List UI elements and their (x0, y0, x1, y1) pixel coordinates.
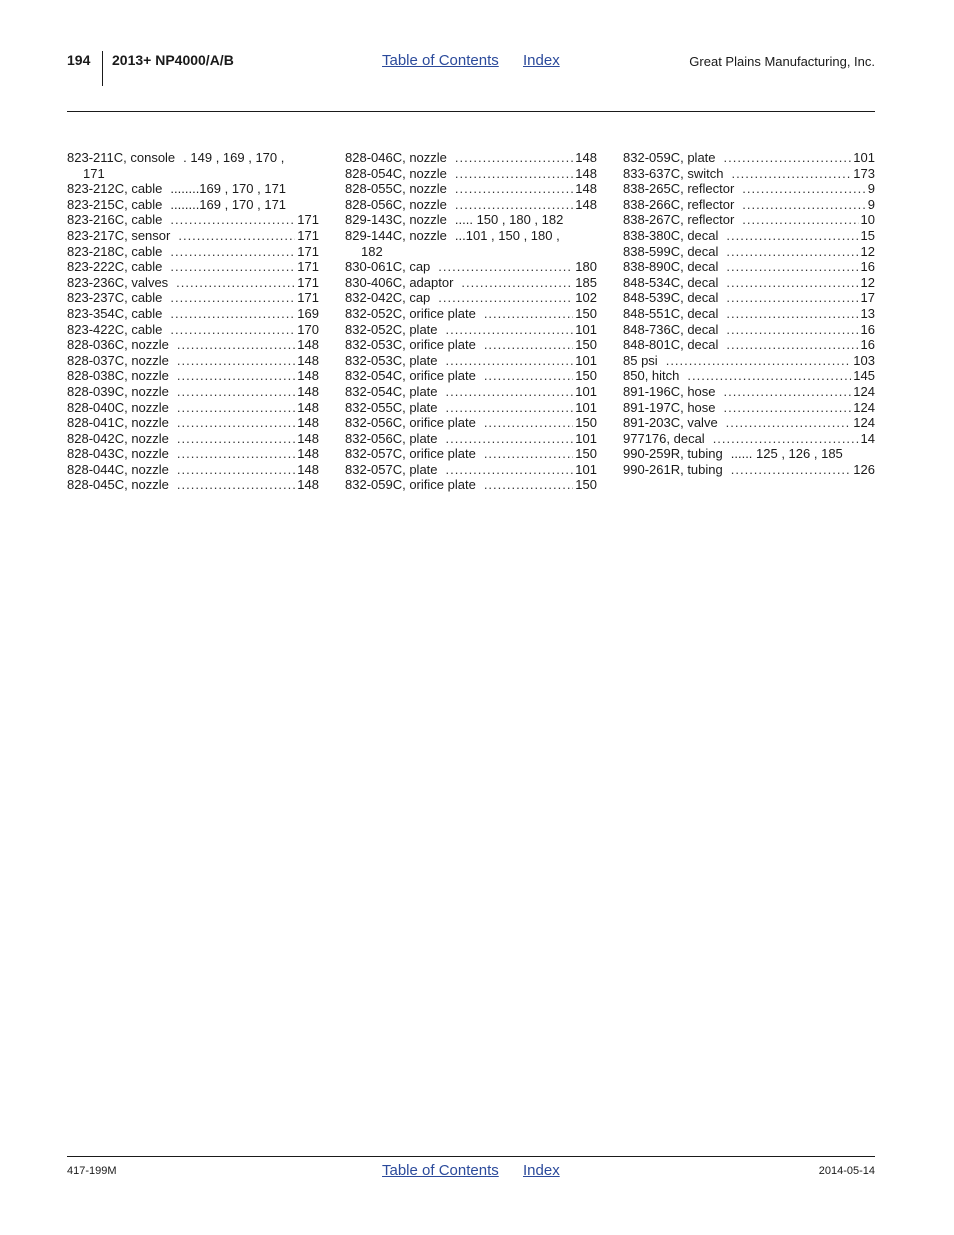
entry-pages[interactable]: 148 (297, 415, 319, 431)
index-link[interactable]: Index (523, 52, 560, 69)
entry-pages[interactable]: 101 (575, 399, 597, 415)
entry-label: 828-037C, nozzle (67, 352, 169, 368)
entry-pages[interactable]: 150 (575, 337, 597, 353)
entry-pages[interactable]: 171 (297, 243, 319, 259)
dot-leader (726, 228, 858, 244)
entry-pages[interactable]: 150 (575, 305, 597, 321)
index-entry[interactable] (623, 197, 875, 213)
index-entry[interactable] (67, 322, 319, 338)
entry-pages[interactable]: 169 (297, 305, 319, 321)
entry-pages[interactable]: 12 (860, 274, 875, 290)
dot-leader (446, 431, 574, 447)
index-entry[interactable] (67, 150, 319, 166)
entry-label: 832-053C, plate (345, 352, 438, 368)
index-entry[interactable] (623, 400, 875, 416)
index-entry[interactable] (67, 244, 319, 260)
dot-leader (731, 166, 851, 182)
index-entry[interactable] (623, 181, 875, 197)
entry-pages[interactable]: ........169 , 170 , 171 (170, 181, 287, 197)
index-entry[interactable] (67, 477, 319, 493)
entry-label: 838-267C, reflector (623, 212, 735, 228)
dot-leader (446, 384, 574, 400)
entry-label: 828-045C, nozzle (67, 477, 169, 493)
index-entry[interactable] (345, 384, 597, 400)
entry-pages[interactable]: 101 (575, 430, 597, 446)
index-entry[interactable] (345, 228, 597, 244)
dot-leader (742, 212, 858, 228)
dot-leader (726, 259, 858, 275)
index-entry[interactable] (345, 181, 597, 197)
entry-label: 828-039C, nozzle (67, 383, 169, 399)
entry-pages[interactable]: 150 (575, 477, 597, 493)
entry-pages[interactable]: 16 (860, 321, 875, 337)
entry-pages[interactable]: 148 (297, 352, 319, 368)
index-entry[interactable] (345, 368, 597, 384)
index-entry[interactable] (67, 275, 319, 291)
entry-label: 823-216C, cable (67, 212, 163, 228)
entry-pages[interactable]: 9 (867, 181, 875, 197)
dot-leader (726, 322, 858, 338)
dot-leader (446, 462, 574, 478)
entry-pages[interactable]: 101 (575, 352, 597, 368)
entry-label: 891-203C, valve (623, 415, 718, 431)
index-entry[interactable] (345, 431, 597, 447)
index-entry[interactable] (67, 353, 319, 369)
index-entry[interactable] (345, 197, 597, 213)
entry-label: 830-061C, cap (345, 259, 431, 275)
company-name: Great Plains Manufacturing, Inc. (689, 54, 875, 69)
entry-pages[interactable]: 150 (575, 415, 597, 431)
page-number: 194 (67, 52, 91, 68)
dot-leader (170, 322, 295, 338)
index-entry[interactable] (345, 306, 597, 322)
entry-pages[interactable]: 16 (860, 259, 875, 275)
entry-label: 838-599C, decal (623, 243, 719, 259)
entry-label: 832-057C, orifice plate (345, 446, 476, 462)
entry-label: 838-266C, reflector (623, 196, 735, 212)
dot-leader (731, 462, 852, 478)
entry-pages[interactable]: 148 (297, 368, 319, 384)
index-entry[interactable] (623, 228, 875, 244)
entry-label: 832-055C, plate (345, 399, 438, 415)
entry-label: 832-056C, plate (345, 430, 438, 446)
dot-leader (446, 353, 574, 369)
dot-leader (178, 228, 295, 244)
entry-pages[interactable]: 124 (853, 383, 875, 399)
index-entry[interactable] (623, 446, 875, 462)
entry-label: 823-215C, cable (67, 196, 163, 212)
entry-pages[interactable]: 171 (297, 259, 319, 275)
entry-pages[interactable]: 185 (575, 274, 597, 290)
entry-pages[interactable]: 148 (297, 477, 319, 493)
entry-label: 823-212C, cable (67, 181, 163, 197)
document-title: 2013+ NP4000/A/B (112, 52, 234, 68)
dot-leader (177, 337, 295, 353)
dot-leader (170, 306, 295, 322)
dot-leader (177, 431, 295, 447)
entry-label: 848-534C, decal (623, 274, 719, 290)
entry-pages[interactable]: ........169 , 170 , 171 (170, 196, 287, 212)
index-entry[interactable] (623, 212, 875, 228)
dot-leader (726, 415, 852, 431)
index-entry[interactable] (345, 337, 597, 353)
dot-leader (484, 306, 573, 322)
index-entry[interactable] (623, 322, 875, 338)
index-entry[interactable] (345, 446, 597, 462)
entry-pages[interactable]: 148 (297, 383, 319, 399)
entry-label: 830-406C, adaptor (345, 274, 454, 290)
entry-label: 829-143C, nozzle (345, 212, 447, 228)
dot-leader (726, 275, 858, 291)
entry-label: 823-222C, cable (67, 259, 163, 275)
entry-label: 832-056C, orifice plate (345, 415, 476, 431)
entry-pages[interactable]: 171 (297, 274, 319, 290)
entry-label: 848-801C, decal (623, 337, 719, 353)
entry-label: 832-053C, orifice plate (345, 337, 476, 353)
dot-leader (446, 400, 574, 416)
entry-label: 823-236C, valves (67, 274, 169, 290)
entry-pages[interactable]: 148 (575, 150, 597, 165)
index-entry[interactable] (345, 150, 597, 166)
dot-leader (484, 415, 573, 431)
entry-label: 838-380C, decal (623, 227, 719, 243)
index-entry[interactable] (345, 166, 597, 182)
entry-pages[interactable]: 171 (297, 227, 319, 243)
dot-leader (177, 353, 295, 369)
dot-leader (666, 353, 852, 369)
dot-leader (726, 306, 858, 322)
entry-pages[interactable]: 148 (297, 399, 319, 415)
entry-label: 828-054C, nozzle (345, 165, 447, 181)
entry-label: 823-218C, cable (67, 243, 163, 259)
index-entry[interactable] (345, 400, 597, 416)
entry-label: 891-196C, hose (623, 383, 716, 399)
dot-leader (177, 446, 295, 462)
index-entry[interactable] (623, 384, 875, 400)
entry-label: 823-354C, cable (67, 305, 163, 321)
entry-pages[interactable]: 145 (853, 368, 875, 384)
entry-label: 828-040C, nozzle (67, 399, 169, 415)
dot-leader (455, 166, 573, 182)
index-entry[interactable] (623, 259, 875, 275)
entry-pages[interactable]: ...... 125 , 126 , 185 (730, 446, 843, 462)
entry-pages[interactable]: 180 (575, 259, 597, 275)
dot-leader (177, 384, 295, 400)
index-entry[interactable] (345, 290, 597, 306)
entry-label: 891-197C, hose (623, 399, 716, 415)
index-entry[interactable] (623, 353, 875, 369)
dot-leader (438, 290, 573, 306)
entry-pages[interactable]: 126 (853, 461, 875, 477)
dot-leader (170, 212, 295, 228)
entry-pages[interactable]: 148 (575, 196, 597, 212)
index-entry[interactable] (345, 259, 597, 275)
index-entry[interactable] (67, 197, 319, 213)
dot-leader (177, 400, 295, 416)
index-entry[interactable] (67, 228, 319, 244)
entry-label: 823-237C, cable (67, 290, 163, 306)
entry-label: 828-042C, nozzle (67, 430, 169, 446)
entry-label: 990-261R, tubing (623, 461, 723, 477)
entry-pages[interactable]: . 149 , 169 , 170 , (183, 150, 285, 165)
index-entry[interactable] (623, 462, 875, 478)
entry-label: 833-637C, switch (623, 165, 724, 181)
entry-label: 828-041C, nozzle (67, 415, 169, 431)
footer-index-link[interactable]: Index (523, 1162, 560, 1179)
entry-pages[interactable]: 101 (575, 461, 597, 477)
entry-label: 832-042C, cap (345, 290, 431, 306)
entry-pages[interactable]: 148 (297, 337, 319, 353)
index-column-2 (345, 150, 597, 493)
index-entry[interactable] (67, 337, 319, 353)
entry-label: 828-036C, nozzle (67, 337, 169, 353)
dot-leader (484, 368, 573, 384)
entry-pages[interactable]: 148 (297, 430, 319, 446)
index-entry[interactable] (67, 368, 319, 384)
entry-pages[interactable]: ..... 150 , 180 , 182 (454, 212, 564, 228)
entry-label: 838-265C, reflector (623, 181, 735, 197)
dot-leader (170, 259, 295, 275)
dot-leader (170, 290, 295, 306)
dot-leader (446, 322, 574, 338)
index-entry[interactable] (623, 150, 875, 166)
dot-leader (177, 477, 295, 493)
entry-pages[interactable]: ...101 , 150 , 180 , (454, 227, 560, 243)
dot-leader (726, 244, 858, 260)
dot-leader (724, 400, 852, 416)
index-entry[interactable] (623, 290, 875, 306)
dot-leader (713, 431, 859, 447)
dot-leader (484, 446, 573, 462)
entry-pages[interactable]: 124 (853, 399, 875, 415)
entry-label: 832-057C, plate (345, 461, 438, 477)
entry-label: 828-043C, nozzle (67, 446, 169, 462)
entry-label: 828-055C, nozzle (345, 181, 447, 197)
publication-date: 2014-05-14 (818, 1165, 875, 1177)
index-entry[interactable] (67, 306, 319, 322)
entry-pages[interactable]: 12 (860, 243, 875, 259)
entry-label: 829-144C, nozzle (345, 227, 447, 243)
dot-leader (687, 368, 851, 384)
dot-leader (484, 477, 573, 493)
index-entry[interactable] (345, 477, 597, 493)
index-entry[interactable] (623, 368, 875, 384)
dot-leader (455, 197, 573, 213)
index-entry[interactable] (67, 446, 319, 462)
index-entry[interactable] (345, 322, 597, 338)
dot-leader (484, 337, 573, 353)
entry-label: 990-259R, tubing (623, 446, 723, 462)
entry-pages[interactable]: 171 (297, 290, 319, 306)
dot-leader (742, 197, 865, 213)
entry-pages[interactable]: 150 (575, 446, 597, 462)
entry-label: 828-044C, nozzle (67, 461, 169, 477)
dot-leader (724, 150, 852, 166)
entry-label: 828-056C, nozzle (345, 196, 447, 212)
entry-pages-continued[interactable]: 171 (83, 165, 105, 181)
index-entry[interactable] (623, 306, 875, 322)
entry-label: 848-551C, decal (623, 305, 719, 321)
page-header (67, 52, 875, 74)
footer-table-of-contents-link[interactable]: Table of Contents (382, 1162, 499, 1179)
index-entry[interactable] (67, 212, 319, 228)
dot-leader (461, 275, 573, 291)
entry-pages[interactable]: 101 (575, 321, 597, 337)
header-rule (67, 111, 875, 112)
index-entry[interactable] (345, 462, 597, 478)
footer-rule (67, 1156, 875, 1157)
entry-pages[interactable]: 102 (575, 290, 597, 306)
dot-leader (724, 384, 852, 400)
entry-label: 823-422C, cable (67, 321, 163, 337)
entry-pages[interactable]: 148 (575, 165, 597, 181)
entry-label: 832-059C, orifice plate (345, 477, 476, 493)
entry-pages[interactable]: 17 (860, 290, 875, 306)
index-column-1 (67, 150, 319, 493)
index-column-3 (623, 150, 875, 477)
dot-leader (742, 181, 865, 197)
entry-label: 823-217C, sensor (67, 227, 171, 243)
entry-label: 828-046C, nozzle (345, 150, 447, 165)
index-entry[interactable] (67, 400, 319, 416)
entry-pages[interactable]: 148 (297, 446, 319, 462)
index-entry[interactable] (67, 415, 319, 431)
entry-pages-continued[interactable]: 182 (361, 243, 383, 259)
index-entry[interactable] (67, 181, 319, 197)
entry-label: 832-059C, plate (623, 150, 716, 165)
entry-pages[interactable]: 148 (297, 461, 319, 477)
entry-pages[interactable]: 10 (860, 212, 875, 228)
document-number: 417-199M (67, 1165, 117, 1177)
index-entry[interactable] (345, 353, 597, 369)
entry-pages[interactable]: 9 (867, 196, 875, 212)
dot-leader (170, 244, 295, 260)
header-divider (102, 51, 103, 86)
entry-pages[interactable]: 16 (860, 337, 875, 353)
entry-pages[interactable]: 124 (853, 415, 875, 431)
entry-pages[interactable]: 171 (297, 212, 319, 228)
dot-leader (726, 290, 858, 306)
index-entry[interactable] (67, 290, 319, 306)
index-entry[interactable] (67, 462, 319, 478)
index-entry[interactable] (67, 259, 319, 275)
entry-pages[interactable]: 170 (297, 321, 319, 337)
index-entry[interactable] (623, 166, 875, 182)
entry-label: 832-052C, orifice plate (345, 305, 476, 321)
dot-leader (177, 415, 295, 431)
entry-label: 832-054C, plate (345, 383, 438, 399)
entry-label: 838-890C, decal (623, 259, 719, 275)
entry-label: 85 psi (623, 352, 658, 368)
index-entry[interactable] (623, 337, 875, 353)
entry-label: 828-038C, nozzle (67, 368, 169, 384)
entry-pages[interactable]: 101 (575, 383, 597, 399)
entry-pages[interactable]: 173 (853, 165, 875, 181)
table-of-contents-link[interactable]: Table of Contents (382, 52, 499, 69)
index-entry[interactable] (345, 275, 597, 291)
entry-label: 848-736C, decal (623, 321, 719, 337)
index-entry[interactable] (623, 275, 875, 291)
entry-label: 823-211C, console (67, 150, 176, 165)
entry-label: 848-539C, decal (623, 290, 719, 306)
entry-label: 850, hitch (623, 368, 680, 384)
dot-leader (455, 150, 573, 166)
dot-leader (455, 181, 573, 197)
index-entry[interactable] (623, 415, 875, 431)
dot-leader (438, 259, 573, 275)
entry-pages[interactable]: 14 (860, 430, 875, 446)
index-entry[interactable] (623, 431, 875, 447)
entry-pages[interactable]: 103 (853, 352, 875, 368)
index-entry[interactable] (623, 244, 875, 260)
index-entry[interactable] (345, 212, 597, 228)
entry-label: 977176, decal (623, 430, 705, 446)
index-entry[interactable] (67, 431, 319, 447)
index-entry[interactable] (67, 384, 319, 400)
entry-pages[interactable]: 15 (860, 227, 875, 243)
dot-leader (176, 275, 295, 291)
index-entry[interactable] (345, 415, 597, 431)
entry-pages[interactable]: 150 (575, 368, 597, 384)
dot-leader (177, 462, 295, 478)
entry-pages[interactable]: 101 (853, 150, 875, 165)
entry-label: 832-054C, orifice plate (345, 368, 476, 384)
entry-pages[interactable]: 13 (860, 305, 875, 321)
entry-pages[interactable]: 148 (575, 181, 597, 197)
dot-leader (177, 368, 295, 384)
entry-label: 832-052C, plate (345, 321, 438, 337)
dot-leader (726, 337, 858, 353)
